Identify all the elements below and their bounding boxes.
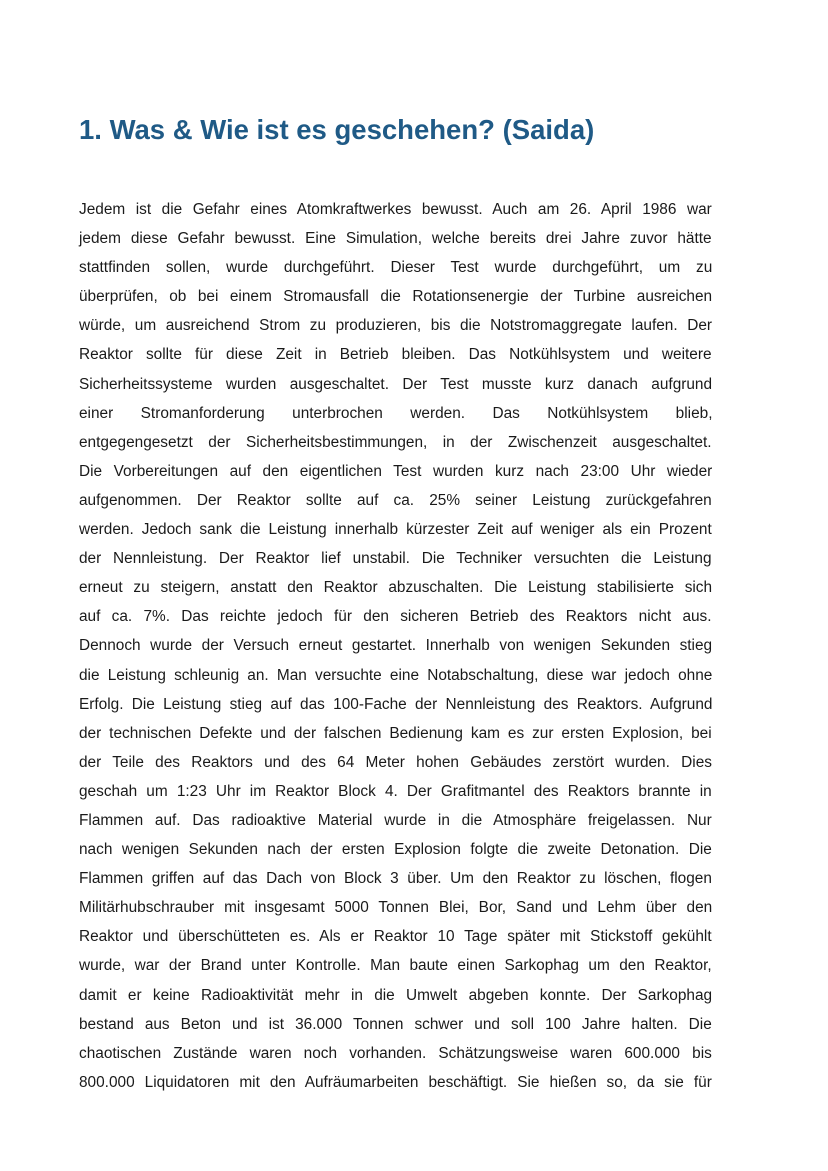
text-line: die Leistung schleunig an. Man versuchte eine Notabschaltung, diese war jedoch ohne: [79, 666, 713, 684]
text-line: erneut zu steigern, anstatt den Reaktor abzuschalten. Die Leistung stabilisierte sich: [79, 579, 713, 597]
text-line: Jedem ist die Gefahr eines Atomkraftwerkes bewusst. Auch am 26. April 1986 war: [79, 201, 712, 218]
text-line: Erfolg. Die Leistung stieg auf das 100-Fache der Nennleistung des Reaktors. Aufgrund: [79, 695, 713, 713]
text-line: stattfinden sollen, wurde durchgeführt. Dieser Test wurde durchgeführt, um zu: [79, 259, 713, 277]
text-line: damit er keine Radioaktivität mehr in die Umwelt abgeben konnte. Der Sarkophag: [79, 986, 713, 1004]
body-paragraph: [79, 195, 712, 1097]
text-line: überprüfen, ob bei einem Stromausfall die Rotationsenergie der Turbine ausreichen: [79, 288, 713, 306]
text-line: Reaktor und überschütteten es. Als er Reaktor 10 Tage später mit Stickstoff gekühlt: [79, 928, 712, 946]
text-line: würde, um ausreichend Strom zu produzieren, bis die Notstromaggregate laufen. Der: [79, 317, 713, 335]
text-line: geschah um 1:23 Uhr im Reaktor Block 4. Der Grafitmantel des Reaktors brannte in: [79, 782, 712, 800]
text-line: Flammen auf. Das radioaktive Material wurde in die Atmosphäre freigelassen. Nur: [79, 811, 712, 829]
text-line: 800.000 Liquidatoren mit den Aufräumarbeiten beschäftigt. Sie hießen so, da sie für: [79, 1073, 712, 1091]
text-line: Dennoch wurde der Versuch erneut gestartet. Innerhalb von wenigen Sekunden stieg: [79, 637, 713, 655]
section-heading: 1. Was & Wie ist es geschehen? (Saida): [79, 114, 595, 145]
text-line: der technischen Defekte und der falschen Bedienung kam es zur ersten Explosion, bei: [79, 724, 712, 742]
text-line: entgegengesetzt der Sicherheitsbestimmungen, in der Zwischenzeit ausgeschaltet.: [79, 433, 712, 451]
text-line: nach wenigen Sekunden nach der ersten Explosion folgte die zweite Detonation. Die: [79, 841, 712, 859]
text-line: Reaktor sollte für diese Zeit in Betrieb bleiben. Das Notkühlsystem und weitere: [79, 346, 712, 364]
text-line: wurde, war der Brand unter Kontrolle. Man baute einen Sarkophag um den Reaktor,: [79, 957, 712, 975]
text-line: Flammen griffen auf das Dach von Block 3 über. Um den Reaktor zu löschen, flogen: [79, 870, 712, 888]
text-line: aufgenommen. Der Reaktor sollte auf ca. 25% seiner Leistung zurückgefahren: [79, 491, 712, 509]
text-line: Militärhubschrauber mit insgesamt 5000 Tonnen Blei, Bor, Sand und Lehm über den: [79, 899, 713, 917]
text-line: jedem diese Gefahr bewusst. Eine Simulation, welche bereits drei Jahre zuvor hätte: [79, 230, 712, 248]
text-line: auf ca. 7%. Das reichte jedoch für den sicheren Betrieb des Reaktors nicht aus.: [79, 608, 712, 626]
text-line: der Nennleistung. Der Reaktor lief unstabil. Die Techniker versuchten die Leistung: [79, 550, 712, 568]
text-line: chaotischen Zustände waren noch vorhanden. Schätzungsweise waren 600.000 bis: [79, 1044, 712, 1062]
text-line: werden. Jedoch sank die Leistung innerhalb kürzester Zeit auf weniger als ein Prozent: [79, 521, 712, 539]
text-line: der Teile des Reaktors und des 64 Meter hohen Gebäudes zerstört wurden. Dies: [79, 753, 712, 771]
text-line: einer Stromanforderung unterbrochen werden. Das Notkühlsystem blieb,: [79, 404, 713, 422]
text-line: Die Vorbereitungen auf den eigentlichen Test wurden kurz nach 23:00 Uhr wieder: [79, 462, 713, 480]
text-line: Sicherheitssysteme wurden ausgeschaltet. Der Test musste kurz danach aufgrund: [79, 375, 713, 393]
text-line: bestand aus Beton und ist 36.000 Tonnen schwer und soll 100 Jahre halten. Die: [79, 1015, 712, 1033]
